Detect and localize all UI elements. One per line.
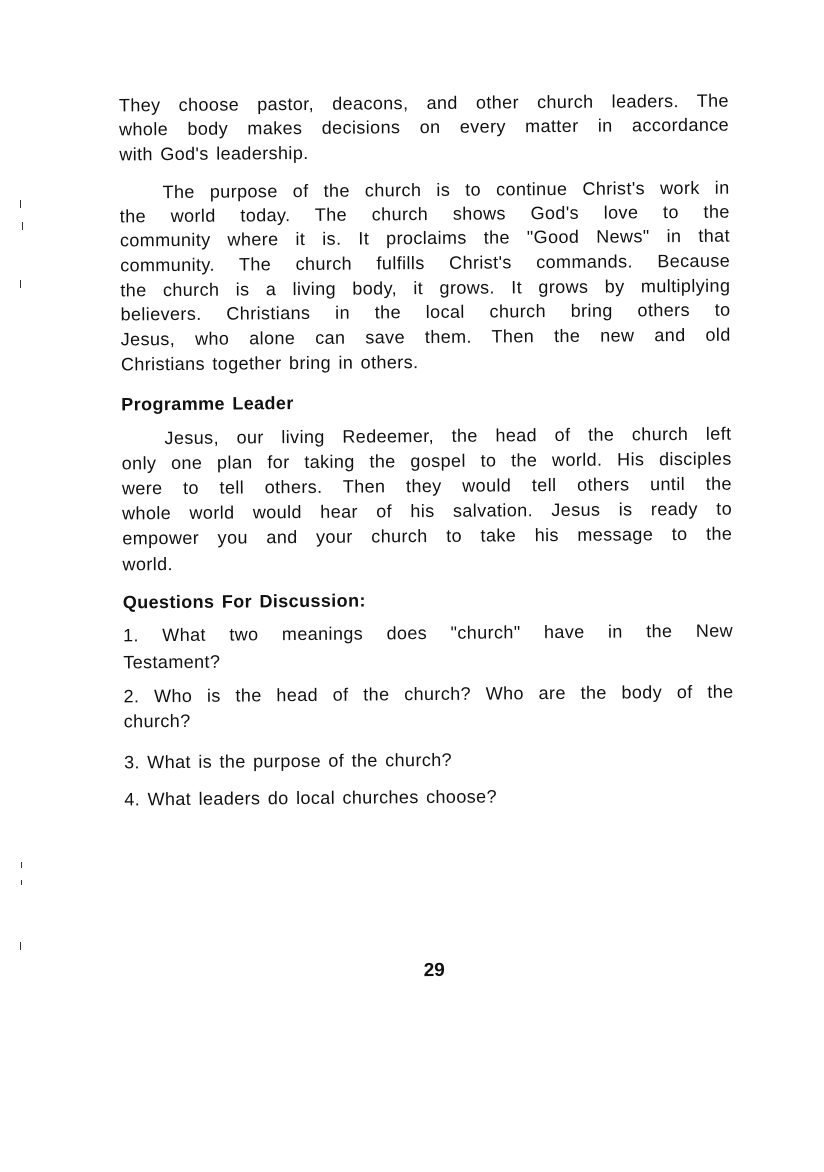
text-line: Jesus, our living Redeemer, the head of the church left [164, 423, 732, 449]
scan-mark [20, 942, 21, 950]
scan-mark [21, 862, 22, 868]
text-line: community. The church fulfills Christ's commands. Because [120, 250, 731, 276]
text-line: with God's leadership. [119, 142, 309, 165]
text-line: only one plan for taking the gospel to the world. His disciples [121, 448, 732, 474]
scan-mark [20, 200, 21, 208]
text-line: They choose pastor, deacons, and other church leaders. The [118, 90, 729, 116]
text-line: community where it is. It proclaims the "Good News" in that [119, 225, 731, 251]
text-line: were to tell others. Then they would tell others until the [121, 473, 732, 499]
text-line: believers. Christians in the local church bring others to [120, 299, 731, 325]
question-line: 4. What leaders do local churches choose? [124, 786, 498, 810]
text-line: whole body makes decisions on every matter in accordance [119, 114, 730, 140]
section-heading: Questions For Discussion: [122, 590, 366, 613]
scan-mark [22, 222, 23, 230]
page-number: 29 [423, 959, 445, 982]
scan-mark [21, 880, 22, 885]
text-line: the world today. The church shows God's love to the [119, 201, 730, 227]
scan-mark [20, 280, 21, 288]
text-line: Jesus, who alone can save them. Then the new and old [120, 324, 731, 350]
text-line: world. [122, 554, 173, 575]
question-line: 1. What two meanings does "church" have in the New [122, 620, 734, 646]
question-line: 2. Who is the head of the church? Who are the body of the [123, 681, 734, 707]
section-heading: Programme Leader [121, 393, 294, 415]
question-line: church? [123, 710, 191, 732]
text-line: empower you and your church to take his message to the [122, 523, 733, 549]
text-line: whole world would hear of his salvation. Jesus is ready to [122, 498, 733, 524]
text-line: the church is a living body, it grows. It grows by multiplying [120, 275, 731, 301]
text-line: The purpose of the church is to continue Christ's work in [162, 177, 730, 203]
text-line: Christians together bring in others. [120, 352, 419, 375]
question-line: 3. What is the purpose of the church? [123, 749, 453, 773]
question-line: Testament? [123, 651, 221, 673]
